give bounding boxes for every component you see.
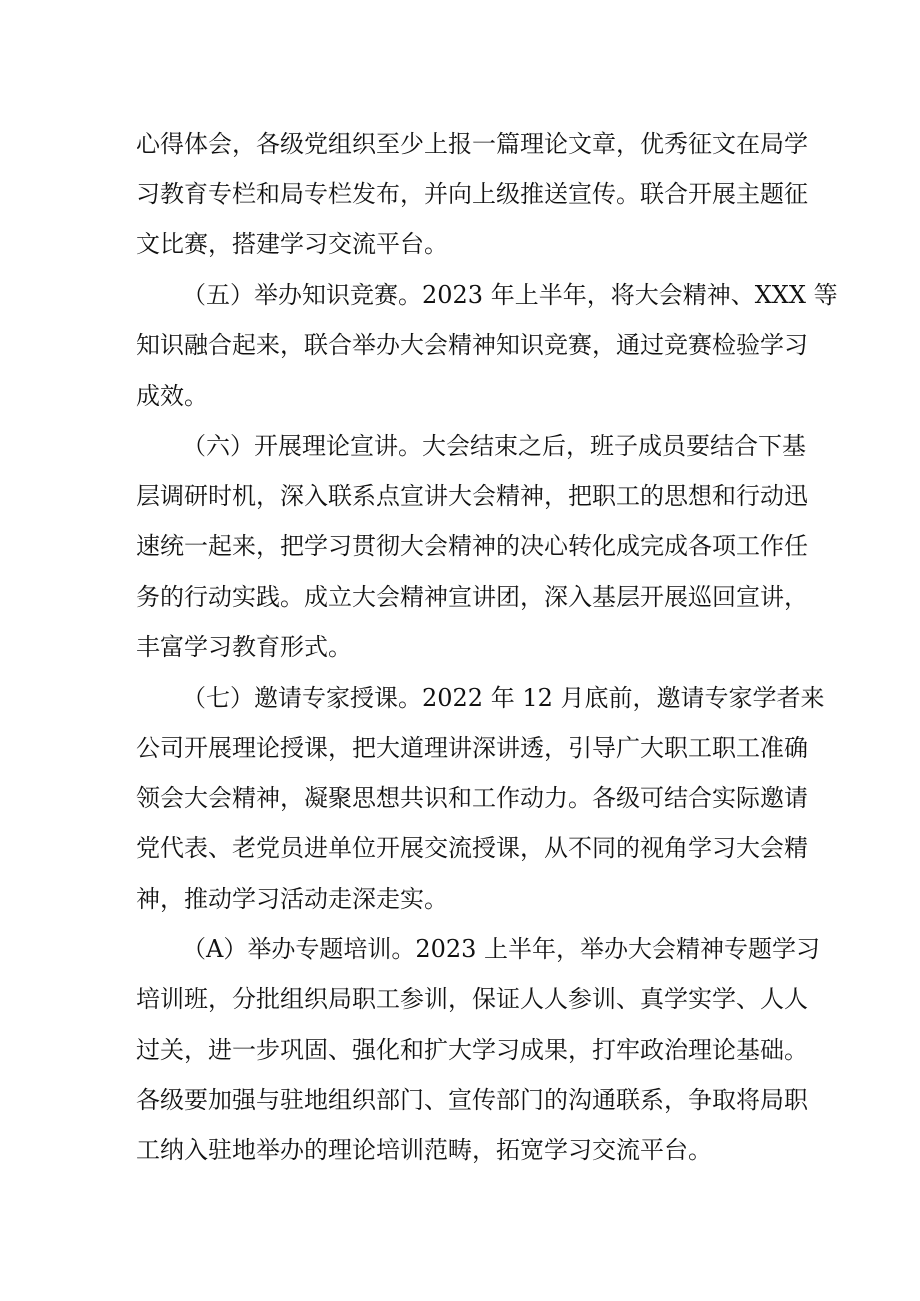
text-line: 成效。 [136,382,208,410]
text-line: 丰富学习教育形式。 [136,633,352,661]
text-line: （七）邀请专家授课。2022 年 12 月底前，邀请专家学者来 [182,684,825,712]
text-line: （五）举办知识竞赛。2023 年上半年，将大会精神、XXX 等 [182,281,838,309]
text-line: 务的行动实践。成立大会精神宣讲团，深入基层开展巡回宣讲， [136,583,808,611]
text-line: （A）举办专题培训。2023 上半年，举办大会精神专题学习 [182,935,821,963]
text-line: 党代表、老党员进单位开展交流授课，从不同的视角学习大会精 [136,834,808,862]
text-line: 层调研时机，深入联系点宣讲大会精神，把职工的思想和行动迅 [136,482,808,510]
text-line: 心得体会，各级党组织至少上报一篇理论文章，优秀征文在局学 [136,130,808,158]
text-line: 速统一起来，把学习贯彻大会精神的决心转化成完成各项工作任 [136,532,808,560]
text-line: 培训班，分批组织局职工参训，保证人人参训、真学实学、人人 [136,985,808,1013]
text-line: 公司开展理论授课，把大道理讲深讲透，引导广大职工职工准确 [136,734,808,762]
text-line: （六）开展理论宣讲。大会结束之后，班子成员要结合下基 [182,432,806,460]
text-line: 工纳入驻地举办的理论培训范畴，拓宽学习交流平台。 [136,1136,712,1164]
text-line: 神，推动学习活动走深走实。 [136,885,448,913]
text-line: 领会大会精神，凝聚思想共识和工作动力。各级可结合实际邀请 [136,784,808,812]
text-line: 过关，进一步巩固、强化和扩大学习成果，打牢政治理论基础。 [136,1036,808,1064]
text-line: 文比赛，搭建学习交流平台。 [136,230,448,258]
text-line: 各级要加强与驻地组织部门、宣传部门的沟通联系，争取将局职 [136,1086,808,1114]
text-line: 知识融合起来，联合举办大会精神知识竞赛，通过竞赛检验学习 [136,331,808,359]
text-line: 习教育专栏和局专栏发布，并向上级推送宣传。联合开展主题征 [136,180,808,208]
